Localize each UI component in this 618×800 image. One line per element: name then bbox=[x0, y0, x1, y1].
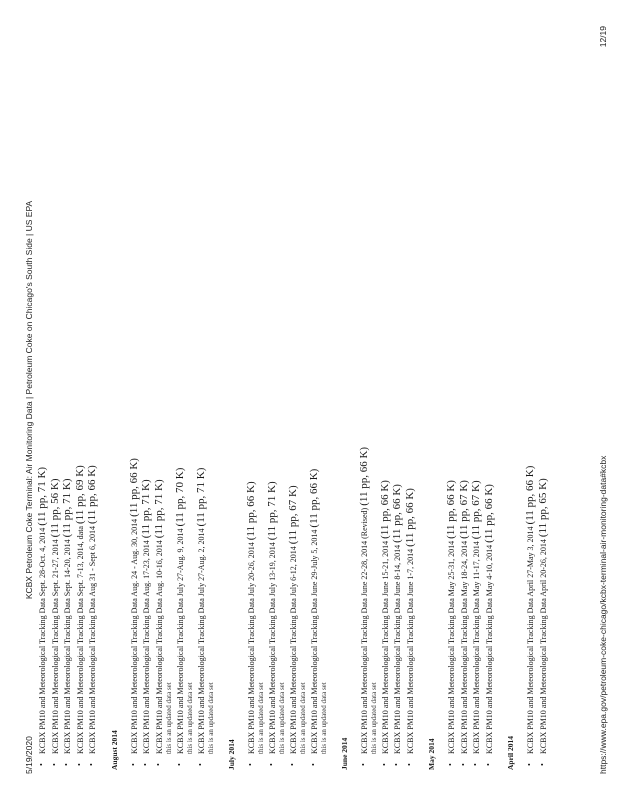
list-item bbox=[288, 30, 308, 770]
file-size: (11 pp, 71 K) bbox=[265, 481, 278, 541]
month-heading: July 2014 bbox=[226, 739, 236, 770]
month-heading: June 2014 bbox=[339, 737, 349, 770]
list-item bbox=[267, 30, 287, 770]
data-file-link[interactable]: KCBX PM10 and Meteorological Tracking Data July 27-Aug. 9, 2014 bbox=[175, 528, 185, 754]
list-item bbox=[129, 30, 141, 770]
data-file-list bbox=[446, 30, 495, 770]
document-content bbox=[36, 30, 550, 770]
update-note: this is an updated data set bbox=[186, 682, 194, 754]
list-item bbox=[62, 30, 74, 770]
file-size: (11 pp, 71 K) bbox=[36, 466, 48, 526]
update-note: this is an updated data set bbox=[165, 682, 173, 754]
file-size: (11 pp, 66 K) bbox=[86, 465, 98, 525]
update-note: this is an updated data set bbox=[278, 682, 286, 754]
file-size: (11 pp, 71 K) bbox=[194, 467, 207, 527]
list-item bbox=[246, 30, 266, 770]
list-item bbox=[525, 30, 537, 770]
list-item bbox=[175, 30, 195, 770]
file-size: (11 pp, 65 K) bbox=[536, 478, 549, 538]
file-size: (11 pp, 67 K) bbox=[286, 485, 299, 545]
file-size: (11 pp, 69 K) bbox=[73, 465, 86, 525]
data-file-link[interactable]: KCBX PM10 and Meteorological Tracking Data Aug. 10-16, 2014 bbox=[154, 540, 164, 754]
data-file-link[interactable]: KCBX PM10 and Meteorological Tracking Data July 27-Aug. 2, 2014 bbox=[196, 528, 206, 754]
data-file-link[interactable]: KCBX PM10 and Meteorological Tracking Data June 8-14, 2014 bbox=[393, 544, 402, 754]
data-file-link[interactable]: KCBX PM10 and Meteorological Tracking Data June 1-7, 2014 bbox=[405, 548, 415, 754]
file-size: (11 pp, 67 K) bbox=[470, 480, 482, 540]
list-item bbox=[141, 30, 153, 770]
list-item bbox=[446, 30, 458, 770]
data-file-link[interactable]: KCBX PM10 and Meteorological Tracking Data Sept. 14-20, 2014 bbox=[63, 539, 72, 754]
list-item bbox=[37, 30, 49, 770]
data-file-link[interactable]: KCBX PM10 and Meteorological Tracking Data July 13-19, 2014 bbox=[267, 542, 277, 754]
list-item bbox=[359, 30, 379, 770]
page-url[interactable]: https://www.epa.gov/petroleum-coke-chicago/kcbx-terminal-air-monitoring-data#kcbx bbox=[598, 455, 608, 774]
file-size: (11 pp, 66 K) bbox=[307, 468, 320, 528]
update-note: this is an updated data set bbox=[299, 682, 307, 754]
data-file-link[interactable]: KCBX PM10 and Meteorological Tracking Data April 27-May 3, 2014 bbox=[526, 526, 535, 754]
data-file-link[interactable]: KCBX PM10 and Meteorological Tracking Data May 18-24, 2014 bbox=[459, 540, 469, 754]
file-size: (11 pp, 71 K) bbox=[140, 479, 152, 539]
month-heading: May 2014 bbox=[427, 738, 436, 770]
data-file-link[interactable]: KCBX PM10 and Meteorological Tracking Data May 25-31, 2014 bbox=[447, 540, 456, 754]
update-note: this is an updated data set bbox=[320, 682, 328, 754]
update-note: this is an updated data set bbox=[370, 682, 378, 754]
data-file-link[interactable]: KCBX PM10 and Meteorological Tracking Data June 22-28, 2014 (Revised) bbox=[359, 507, 369, 754]
data-file-list bbox=[246, 30, 329, 770]
data-file-link[interactable]: KCBX PM10 and Meteorological Tracking Data May 4-10, 2014 bbox=[484, 544, 494, 754]
file-size: (11 pp, 66 K) bbox=[357, 446, 370, 506]
list-item bbox=[471, 30, 483, 770]
update-note: this is an updated data set bbox=[207, 682, 215, 754]
file-size: (11 pp, 56 K) bbox=[48, 478, 61, 538]
list-item bbox=[75, 30, 87, 770]
data-file-link[interactable]: KCBX PM10 and Meteorological Tracking Data Aug. 17-23, 2014 bbox=[142, 540, 151, 754]
data-file-link[interactable]: KCBX PM10 and Meteorological Tracking Data June 29-July 5, 2014 bbox=[309, 529, 319, 754]
list-item bbox=[405, 30, 417, 770]
update-note: this is an updated data set bbox=[257, 682, 265, 754]
data-file-link[interactable]: KCBX PM10 and Meteorological Tracking Data Sept. 7-13, 2014, data bbox=[75, 526, 85, 754]
list-item bbox=[459, 30, 471, 770]
print-date: 5/19/2020 bbox=[24, 736, 34, 774]
data-file-link[interactable]: KCBX PM10 and Meteorological Tracking Data April 20-26, 2014 bbox=[538, 539, 548, 754]
data-file-link[interactable]: KCBX PM10 and Meteorological Tracking Data May 11-17, 2014 bbox=[472, 541, 481, 754]
data-file-link[interactable]: KCBX PM10 and Meteorological Tracking Data Sept. 28-Oct. 4, 2014 bbox=[38, 527, 47, 754]
file-size: (11 pp, 66 K) bbox=[244, 481, 257, 541]
data-file-link[interactable]: KCBX PM10 and Meteorological Tracking Data Aug 31 - Sept 6, 2014 bbox=[88, 526, 97, 754]
data-file-link[interactable]: KCBX PM10 and Meteorological Tracking Data July 20-26, 2014 bbox=[246, 542, 256, 754]
file-size: (11 pp, 66 K) bbox=[482, 484, 495, 543]
list-item bbox=[380, 30, 392, 770]
file-size: (11 pp, 66 K) bbox=[524, 465, 536, 525]
list-item bbox=[154, 30, 174, 770]
list-item bbox=[538, 30, 550, 770]
file-size: (11 pp, 66 K) bbox=[391, 484, 403, 543]
list-item bbox=[392, 30, 404, 770]
data-file-link[interactable]: KCBX PM10 and Meteorological Tracking Data July 6-12, 2014 bbox=[288, 546, 298, 754]
page-title: KCBX Petroleum Coke Terminal: Air Monitoring Data | Petroleum Coke on Chicago's South Side | US EPA bbox=[24, 200, 34, 600]
data-file-link[interactable]: KCBX PM10 and Meteorological Tracking Data Aug. 24 - Aug. 30, 2014 bbox=[129, 518, 139, 754]
file-size: (11 pp, 66 K) bbox=[403, 488, 416, 547]
data-file-list bbox=[129, 30, 216, 770]
data-file-link[interactable]: KCBX PM10 and Meteorological Tracking Data Sept. 21-27, 2014 bbox=[50, 539, 60, 754]
data-file-list bbox=[37, 30, 99, 770]
list-item bbox=[309, 30, 329, 770]
month-heading: August 2014 bbox=[109, 730, 119, 770]
list-item bbox=[196, 30, 216, 770]
file-size: (11 pp, 71 K) bbox=[152, 479, 165, 539]
data-file-list bbox=[359, 30, 417, 770]
page-number: 12/19 bbox=[598, 26, 608, 48]
file-size: (11 pp, 70 K) bbox=[173, 467, 186, 527]
file-size: (11 pp, 66 K) bbox=[127, 458, 140, 517]
file-size: (11 pp, 71 K) bbox=[61, 478, 73, 538]
file-size: (11 pp, 66 K) bbox=[378, 480, 391, 539]
list-item bbox=[50, 30, 62, 770]
list-item bbox=[87, 30, 99, 770]
file-size: (11 pp, 67 K) bbox=[457, 480, 470, 539]
month-heading: April 2014 bbox=[506, 736, 515, 770]
data-file-link[interactable]: KCBX PM10 and Meteorological Tracking Data June 15-21, 2014 bbox=[380, 540, 390, 754]
file-size: (11 pp, 66 K) bbox=[445, 480, 457, 539]
data-file-list bbox=[525, 30, 549, 770]
list-item bbox=[484, 30, 496, 770]
